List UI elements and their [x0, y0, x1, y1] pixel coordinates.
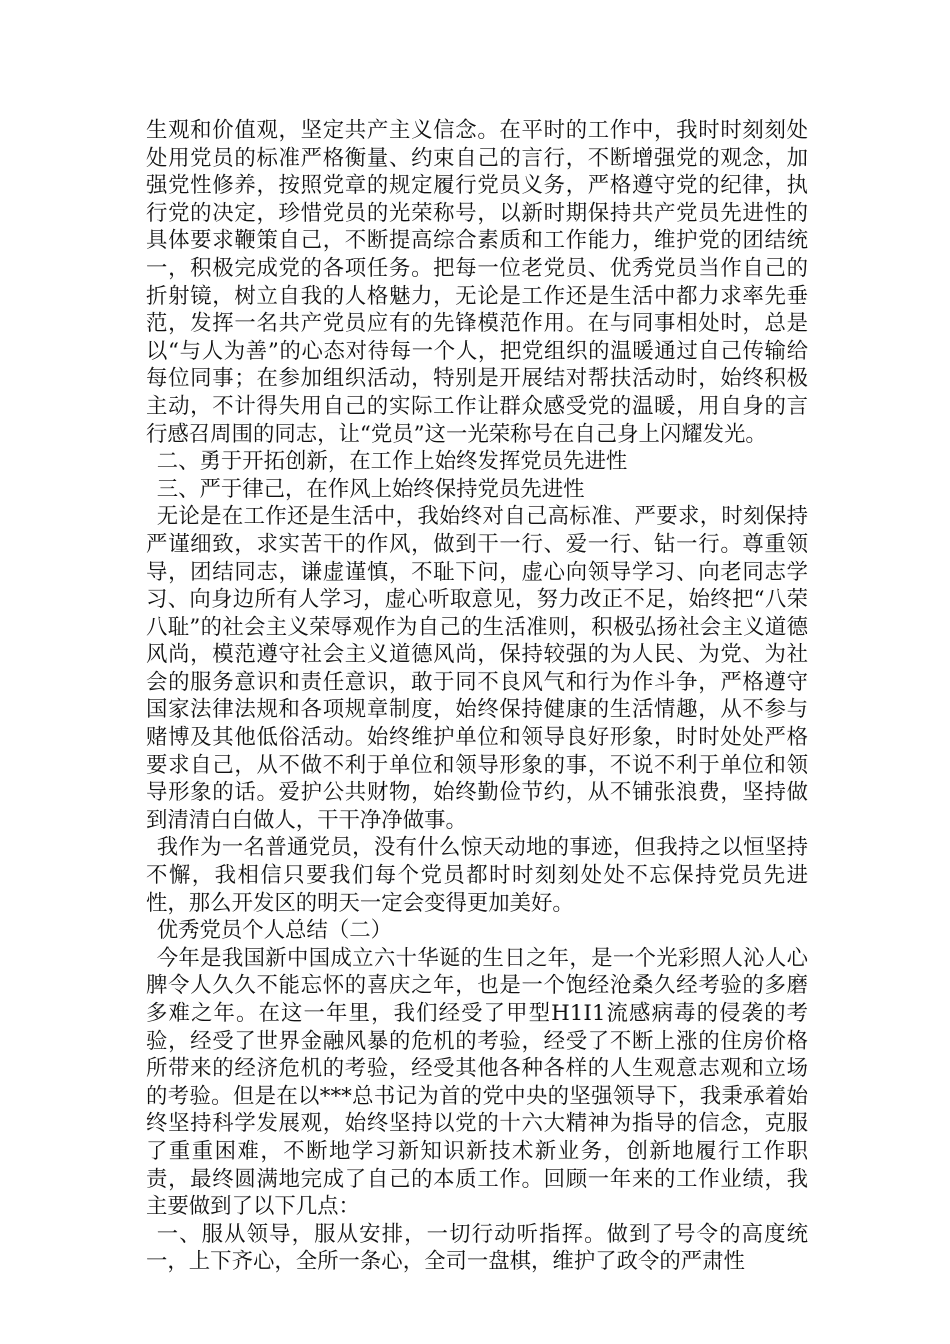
paragraph-work-style: 无论是在工作还是生活中，我始终对自己高标准、严要求，时刻保持严谨细致，求实苦干的作风，做到干一行、爱一行、钻一行。尊重领导，团结同志，谦虚谨慎，不耻下问，虚心向领导学习、向老同志学习、向身边所有人学习，虚心听取意见，努力改正不足，始终把“八荣八耻”的社会主义荣辱观作为自己的生活准则，积极弘扬社会主义道德风尚，模范遵守社会主义道德风尚，保持较强的为人民、为党、为社会的服务意识和责任意识，敢于同不良风气和行为作斗争，严格遵守国家法律法规和各项规章制度，始终保持健康的生活情趣，从不参与赌博及其他低俗活动。始终维护单位和领导良好形象，时时处处严格要求自己，从不做不利于单位和领导形象的事，不说不利于单位和领导形象的话。爱护公共财物，始终勤俭节约，从不铺张浪费，坚持做到清清白白做人，干干净净做事。 — [146, 504, 808, 833]
paragraph-year-review: 今年是我国新中国成立六十华诞的生日之年，是一个光彩照人沁人心脾令人久久不能忘怀的喜庆之年，也是一个饱经沧桑久经考验的多磨多难之年。在这一年里，我们经受了甲型H1I1流感病毒的侵袭的考验，经受了世界金融风暴的危机的考验，经受了不断上涨的住房价格所带来的经济危机的考验，经受其他各种各样的人生观意志观和立场的考验。但是在以***总书记为首的党中央的坚强领导下，我秉承着始终坚持科学发展观，始终坚持以党的十六大精神为指导的信念，克服了重重困难，不断地学习新知识新技术新业务，创新地履行工作职责，最终圆满地完成了自己的本质工作。回顾一年来的工作业绩，我主要做到了以下几点： — [146, 945, 808, 1220]
paragraph-ordinary-member: 我作为一名普通党员，没有什么惊天动地的事迹，但我持之以恒坚持不懈，我相信只要我们每个党员都时时刻刻处处不忘保持党员先进性，那么开发区的明天一定会变得更加美好。 — [146, 835, 808, 916]
paragraph-obey-leadership: 一、服从领导，服从安排，一切行动听指挥。做到了号令的高度统一，上下齐心，全所一条心，全司一盘棋，维护了政令的严肃性 — [146, 1221, 808, 1275]
title-summary-two: 优秀党员个人总结（二） — [156, 918, 392, 944]
document-page — [146, 117, 808, 1276]
section-heading-self-discipline: 三、严于律己，在作风上始终保持党员先进性 — [156, 476, 585, 502]
paragraph-party-values: 生观和价值观，坚定共产主义信念。在平时的工作中，我时时刻刻处处用党员的标准严格衡量、约束自己的言行，不断增强党的观念，加强党性修养，按照党章的规定履行党员义务，严格遵守党的纪律，执行党的决定，珍惜党员的光荣称号，以新时期保持共产党员先进性的具体要求鞭策自己，不断提高综合素质和工作能力，维护党的团结统一，积极完成党的各项任务。把每一位老党员、优秀党员当作自己的折射镜，树立自我的人格魅力，无论是工作还是生活中都力求率先垂范，发挥一名共产党员应有的先锋模范作用。在与同事相处时，总是以“与人为善”的心态对待每一个人，把党组织的温暖通过自己传输给每位同事；在参加组织活动，特别是开展结对帮扶活动时，始终积极主动，不计得失用自己的实际工作让群众感受党的温暖，用自身的言行感召周围的同志，让“党员”这一光荣称号在自己身上闪耀发光。 — [146, 118, 808, 447]
section-heading-innovation: 二、勇于开拓创新，在工作上始终发挥党员先进性 — [156, 449, 628, 475]
